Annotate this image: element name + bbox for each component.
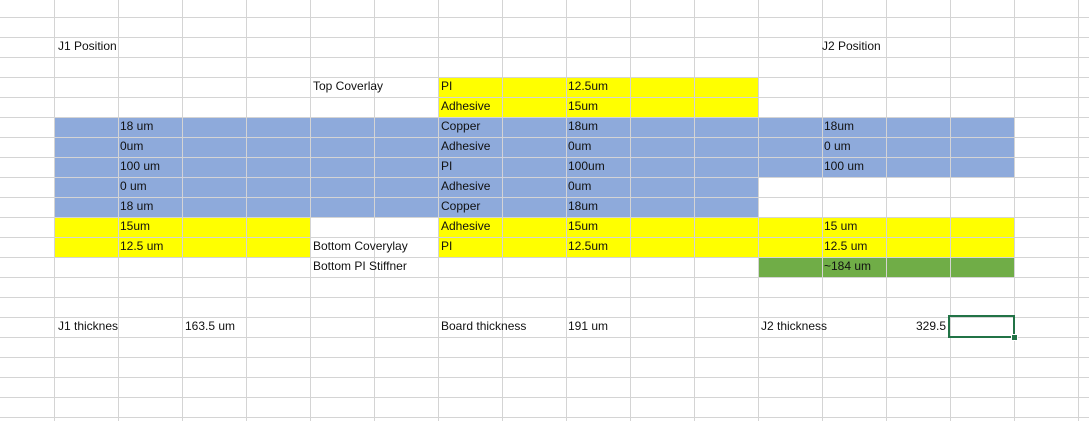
- board-thickness-cell[interactable]: 100um: [568, 159, 605, 173]
- row-gridline: [0, 197, 1089, 198]
- material-cell[interactable]: Adhesive: [441, 219, 491, 233]
- j1-layer-cell[interactable]: 18 um: [120, 199, 154, 213]
- board-thickness-cell[interactable]: 12.5um: [568, 79, 609, 93]
- board-thickness-label[interactable]: Board thickness: [441, 319, 527, 333]
- row-gridline: [0, 217, 1089, 218]
- j2-layer-cell[interactable]: 18um: [824, 119, 855, 133]
- active-cell-selection[interactable]: [948, 315, 1015, 338]
- material-cell[interactable]: Copper: [441, 199, 481, 213]
- material-cell[interactable]: PI: [441, 159, 453, 173]
- j1-position-label[interactable]: J1 Position: [58, 39, 117, 53]
- group-label[interactable]: Top Coverlay: [313, 79, 384, 93]
- j1-layer-cell[interactable]: 18 um: [120, 119, 154, 133]
- group-label[interactable]: Bottom Coverylay: [313, 239, 408, 253]
- board-thickness-cell[interactable]: 12.5um: [568, 239, 609, 253]
- j2-layer-cell[interactable]: 12.5 um: [824, 239, 868, 253]
- material-cell[interactable]: PI: [441, 79, 453, 93]
- row-gridline: [0, 57, 1089, 58]
- board-thickness-cell[interactable]: 15um: [568, 99, 599, 113]
- j2-layer-cell[interactable]: 15 um: [824, 219, 858, 233]
- row-gridline: [0, 137, 1089, 138]
- j1-layer-cell[interactable]: 100 um: [120, 159, 161, 173]
- j2-layer-cell[interactable]: 0 um: [824, 139, 851, 153]
- row-gridline: [0, 177, 1089, 178]
- row-gridline: [0, 257, 1089, 258]
- row-gridline: [0, 397, 1089, 398]
- row-gridline: [0, 97, 1089, 98]
- row-gridline: [0, 17, 1089, 18]
- j2-position-label[interactable]: J2 Position: [822, 39, 881, 53]
- j1-layer-cell[interactable]: 0 um: [120, 179, 147, 193]
- row-gridline: [0, 77, 1089, 78]
- material-cell[interactable]: PI: [441, 239, 453, 253]
- material-cell[interactable]: Copper: [441, 119, 481, 133]
- j2-layer-cell[interactable]: 100 um: [824, 159, 865, 173]
- row-gridline: [0, 337, 1089, 338]
- material-cell[interactable]: Adhesive: [441, 179, 491, 193]
- row-gridline: [0, 117, 1089, 118]
- j1-layer-cell[interactable]: 12.5 um: [120, 239, 164, 253]
- j1-thickness-value[interactable]: 163.5 um: [185, 319, 236, 333]
- board-thickness-cell[interactable]: 0um: [568, 139, 592, 153]
- j2-thickness-label[interactable]: J2 thickness: [761, 319, 828, 333]
- j2-layer-cell[interactable]: ~184 um: [824, 259, 872, 273]
- row-gridline: [0, 277, 1089, 278]
- material-cell[interactable]: Adhesive: [441, 99, 491, 113]
- row-gridline: [0, 417, 1089, 418]
- j1-layer-cell[interactable]: 0um: [120, 139, 144, 153]
- fill-handle[interactable]: [1011, 334, 1018, 341]
- j1-layer-cell[interactable]: 15um: [120, 219, 151, 233]
- board-thickness-cell[interactable]: 0um: [568, 179, 592, 193]
- board-thickness-cell[interactable]: 18um: [568, 119, 599, 133]
- board-thickness-value[interactable]: 191 um: [568, 319, 609, 333]
- material-cell[interactable]: Adhesive: [441, 139, 491, 153]
- j2-thickness-value[interactable]: 329.5: [915, 319, 946, 333]
- row-gridline: [0, 377, 1089, 378]
- row-gridline: [0, 37, 1089, 38]
- board-thickness-cell[interactable]: 18um: [568, 199, 599, 213]
- j1-thickness-label[interactable]: J1 thicknes: [58, 319, 119, 333]
- row-gridline: [0, 297, 1089, 298]
- row-gridline: [0, 357, 1089, 358]
- group-label[interactable]: Bottom PI Stiffner: [313, 259, 407, 273]
- row-gridline: [0, 157, 1089, 158]
- board-thickness-cell[interactable]: 15um: [568, 219, 599, 233]
